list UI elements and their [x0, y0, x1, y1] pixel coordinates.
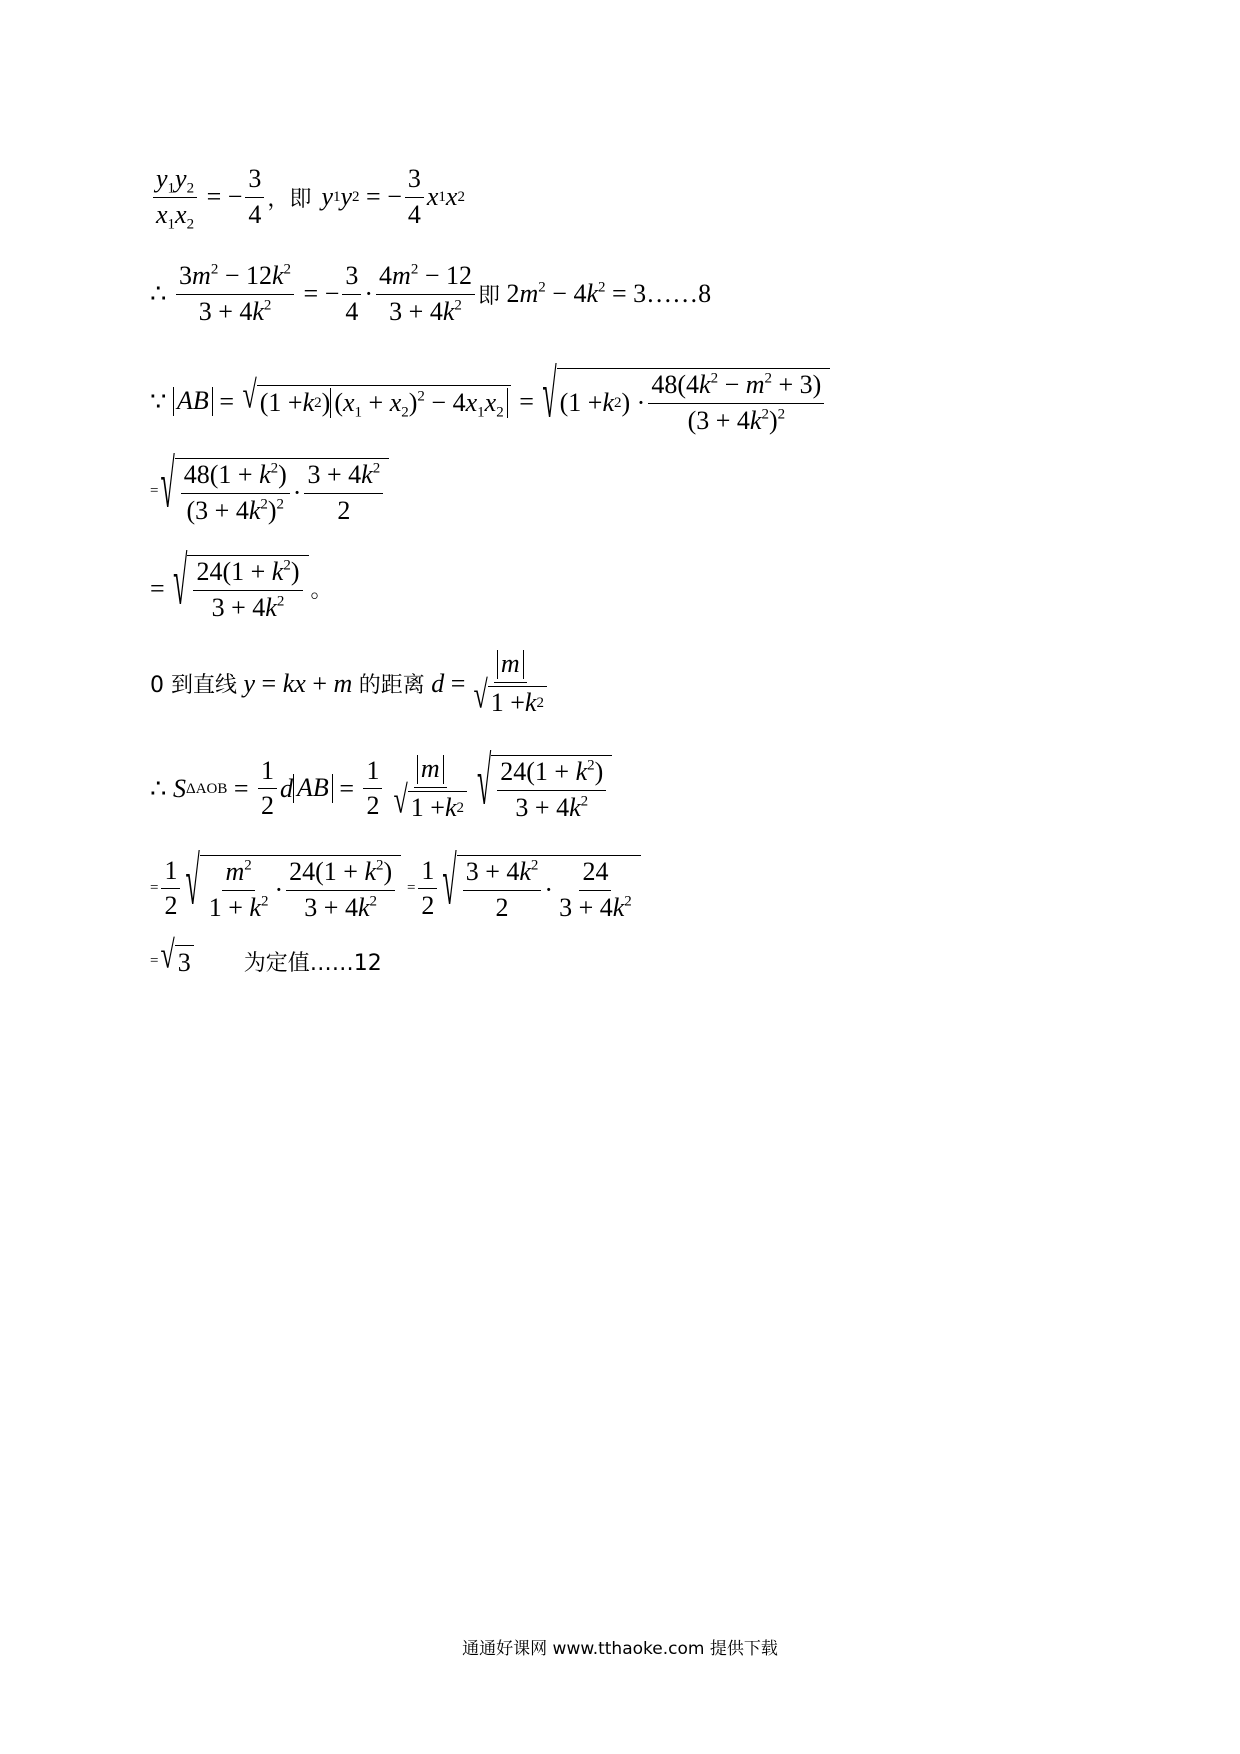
equation-area-2: = $\frac{1}{2}$ √ $\frac{m^2}{1 + k^2}$ · $\frac{24(1 + k^2)}{3 + 4k^2}$ = $\frac{1}{2}$ √ $\frac{3 + 4k^2}{2}$ · $\frac{24}{3 + 4k^2}$	[150, 855, 643, 922]
step-note: 即	[289, 186, 312, 212]
step-mid: 的距离	[358, 673, 425, 699]
equation-product-ratio: $\frac{y_1y_2}{x_1x_2}$ = − $\frac{3}{4}$ ， 即 y 1 y 2 = − $\frac{3}{4}$ x 1 x 2	[150, 165, 465, 229]
equation-step-8: ∴ $\frac{3m^2 - 12k^2}{3 + 4k^2}$ = − $\frac{3}{4}$ · $\frac{4m^2 - 12}{3 + 4k^2}$ 即 $2m^2 - 4k^2$ = 3……8	[150, 261, 712, 326]
equation-chord-length-2: = √ $\frac{48(1 + k^2)}{(3 + 4k^2)^2}$ · $\frac{3 + 4k^2}{2}$	[150, 458, 391, 525]
equation-chord-length-3: = √ $\frac{24(1 + k^2)}{3 + 4k^2}$ 。	[150, 544, 333, 622]
page-footer: 通通好课网 www.tthaoke.com 提供下载	[462, 1639, 778, 1659]
step-marker: = 3……8	[612, 279, 712, 309]
equation-constant: = √ 3 为定值……12	[150, 933, 382, 977]
step-note: 即	[478, 283, 501, 309]
step-lead: 0 到直线	[150, 673, 237, 699]
equation-area: ∴ S ΔAOB = $\frac{1}{2}$ d AB = $\frac{1}{2}$ m √ 1 + k 2 √ $\frac{24(1 + k^2)}{3 + 4k^2}$	[150, 755, 614, 822]
equation-chord-length: ∵ AB = √ (1 + k 2 ) $(x_1 + x_2)^2 - 4x_1x_2$ = √ (1 + k 2 ) · $\frac{48(4k^2 - m^2 + 3)}{(3 + 4k^2)^2}$	[150, 368, 832, 435]
step-note: 为定值……12	[243, 951, 382, 976]
equation-distance: 0 到直线 y = kx + m 的距离 d = m √ 1 + k 2	[150, 650, 555, 717]
